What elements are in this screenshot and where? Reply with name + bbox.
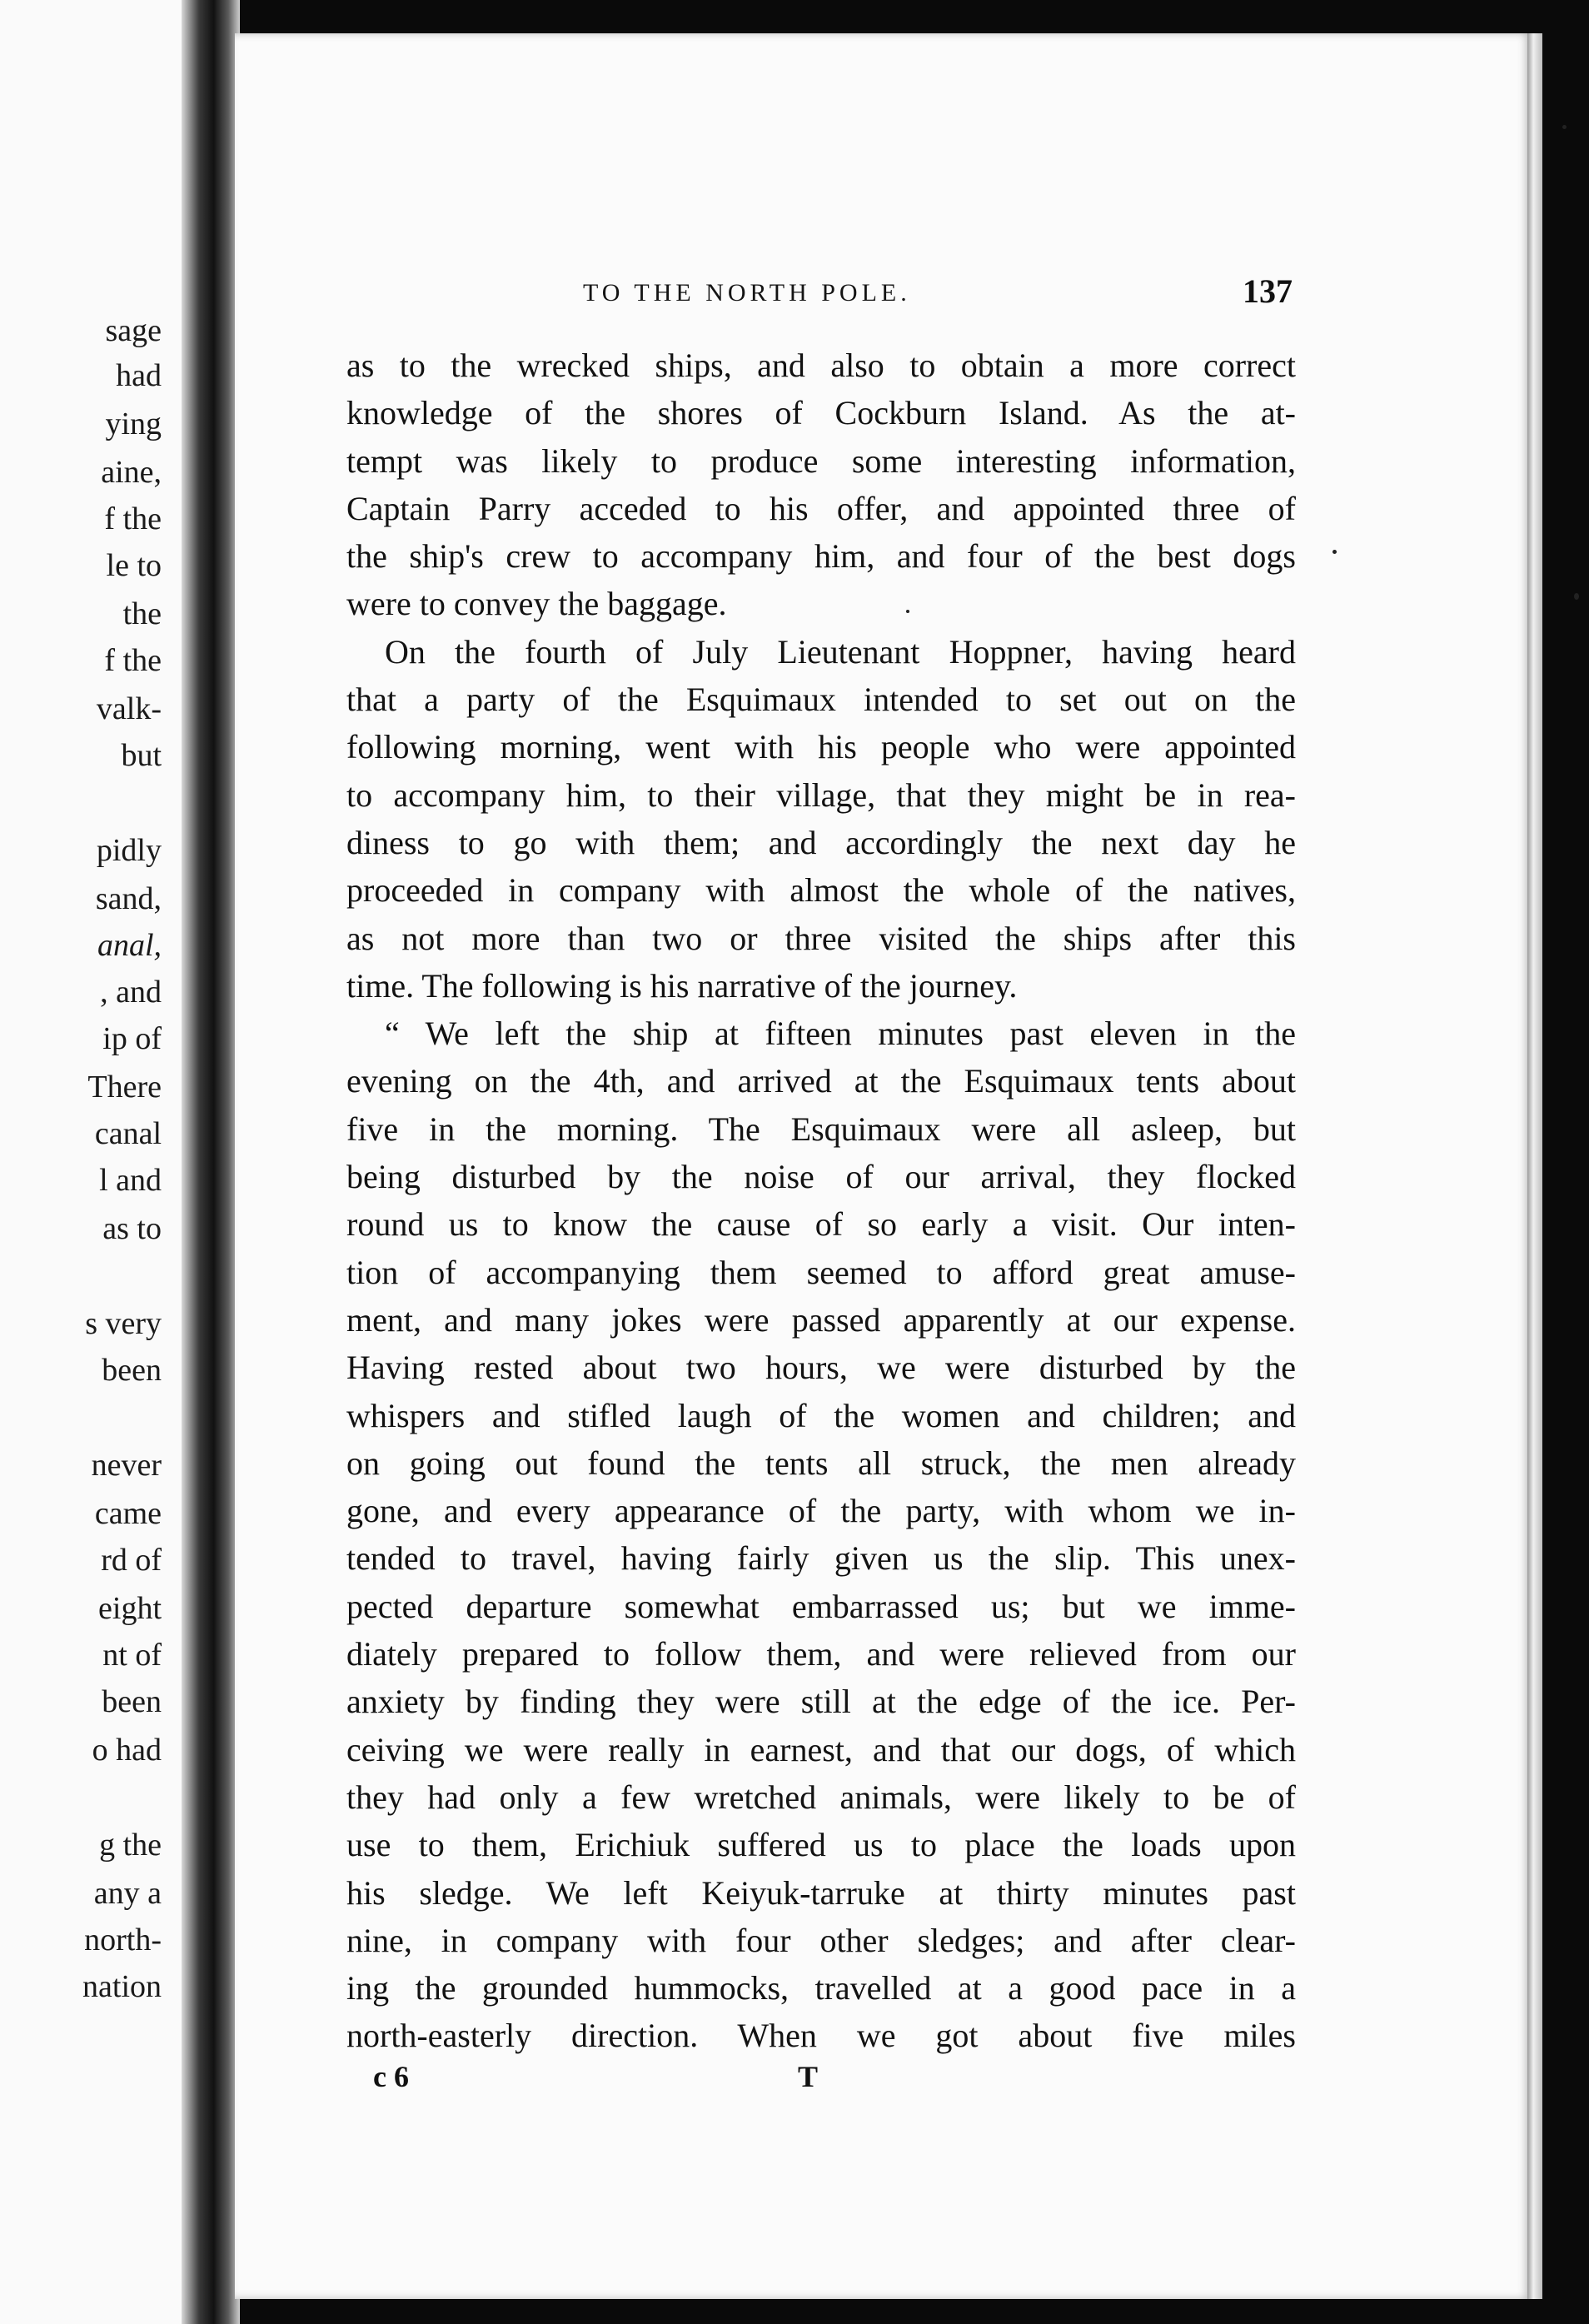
facing-page-line: as to — [102, 1211, 162, 1246]
text-line: gone, and every appearance of the party, with whom we in- — [346, 1492, 1296, 1530]
text-line: anxiety by finding they were still at the edge of the ice. Per- — [346, 1683, 1296, 1721]
facing-page-line: the — [122, 596, 162, 631]
facing-page-line: been — [102, 1353, 162, 1388]
text-line: nine, in company with four other sledges; and after clear- — [346, 1921, 1296, 1959]
facing-page-line: nt of — [102, 1638, 162, 1673]
page-number: 137 — [1243, 272, 1293, 310]
facing-page-line: o had — [92, 1733, 162, 1768]
text-line: following morning, went with his people who were appointed — [346, 728, 1296, 766]
facing-page-line: never — [91, 1448, 162, 1483]
text-line: being disturbed by the noise of our arrival, they flocked — [346, 1158, 1296, 1196]
text-line: Captain Parry acceded to his offer, and appointed three of — [346, 489, 1296, 527]
text-line: to accompany him, to their village, that they might be in rea- — [346, 775, 1296, 814]
text-line: use to them, Erichiuk suffered us to place the loads upon — [346, 1826, 1296, 1864]
facing-page-line: north- — [84, 1923, 162, 1957]
signature-mark: c 6 — [373, 2060, 409, 2093]
text-line: time. The following is his narrative of the journey. — [346, 966, 1018, 1005]
text-line: they had only a few wretched animals, were likely to be of — [346, 1778, 1296, 1816]
facing-page-fragment — [0, 0, 190, 2324]
text-line: north-easterly direction. When we got about five miles — [346, 2017, 1296, 2055]
book-gutter — [182, 0, 240, 2324]
facing-page-line: been — [102, 1684, 162, 1719]
text-line: pected departure somewhat embarrassed us; but we imme- — [346, 1587, 1296, 1625]
text-line: round us to know the cause of so early a visit. Our inten- — [346, 1205, 1296, 1244]
text-line: were to convey the baggage. — [346, 585, 727, 623]
ink-speck — [1574, 593, 1579, 600]
facing-page-line: There — [87, 1070, 162, 1105]
text-line: ceiving we were really in earnest, and that our dogs, of which — [346, 1730, 1296, 1768]
signature-letter: T — [798, 2060, 819, 2093]
text-line: diately prepared to follow them, and were relieved from our — [346, 1635, 1296, 1673]
text-line: tended to travel, having fairly given us the slip. This unex- — [346, 1539, 1296, 1578]
facing-page-line: anal, — [97, 928, 162, 963]
text-line: tion of accompanying them seemed to afford great amuse- — [346, 1253, 1296, 1291]
facing-page-line: f the — [104, 643, 162, 678]
running-head: TO THE NORTH POLE. — [583, 279, 911, 307]
facing-page-line: , and — [100, 975, 162, 1010]
text-line: proceeded in company with almost the whole of the natives, — [346, 871, 1296, 910]
facing-page-line: came — [94, 1496, 162, 1531]
facing-page-line: ying — [105, 406, 162, 441]
facing-page-line: but — [121, 738, 162, 773]
facing-page-line: had — [116, 358, 162, 393]
text-line: “ We left the ship at fifteen minutes past eleven in the — [385, 1015, 1296, 1053]
ink-speck — [1562, 125, 1567, 129]
text-line: the ship's crew to accompany him, and four of the best dogs — [346, 537, 1296, 576]
text-line: evening on the 4th, and arrived at the Esquimaux tents about — [346, 1062, 1296, 1100]
facing-page-line: canal — [94, 1116, 162, 1151]
facing-page-line: rd of — [101, 1543, 162, 1578]
text-line: diness to go with them; and accordingly the next day he — [346, 823, 1296, 861]
text-line: tempt was likely to produce some interesting information, — [346, 441, 1296, 480]
text-line: his sledge. We left Keiyuk-tarruke at thirty minutes past — [346, 1873, 1296, 1912]
body-text — [346, 342, 1296, 2060]
facing-page-line: valk- — [96, 691, 162, 726]
facing-page-line: l and — [99, 1163, 162, 1198]
facing-page-line: f the — [104, 501, 162, 536]
ink-speck — [906, 610, 909, 613]
facing-page-line: any a — [93, 1876, 162, 1911]
text-line: knowledge of the shores of Cockburn Island. As the at- — [346, 394, 1296, 432]
facing-page-line: aine, — [101, 455, 162, 490]
facing-page-line: sand, — [95, 881, 162, 916]
text-line: ing the grounded hummocks, travelled at a good pace in a — [346, 1969, 1296, 2007]
text-line: five in the morning. The Esquimaux were all asleep, but — [346, 1110, 1296, 1148]
page-edge — [1527, 33, 1542, 2299]
text-line: whispers and stifled laugh of the women and children; and — [346, 1396, 1296, 1434]
text-line: as not more than two or three visited the ships after this — [346, 919, 1296, 957]
facing-page-line: nation — [82, 1969, 162, 2004]
facing-page-line: s very — [85, 1306, 162, 1341]
ink-speck — [1332, 550, 1337, 554]
facing-page-line: eight — [98, 1591, 162, 1626]
text-line: on going out found the tents all struck, the men already — [346, 1444, 1296, 1482]
text-line: ment, and many jokes were passed apparently at our expense. — [346, 1300, 1296, 1339]
facing-page-line: sage — [105, 313, 162, 348]
facing-page-line: ip of — [102, 1021, 162, 1056]
text-line: that a party of the Esquimaux intended to set out on the — [346, 681, 1296, 719]
text-line: Having rested about two hours, we were disturbed by the — [346, 1349, 1296, 1387]
facing-page-line: pidly — [96, 833, 162, 868]
text-line: On the fourth of July Lieutenant Hoppner, having heard — [385, 632, 1296, 671]
facing-page-line: g the — [99, 1828, 162, 1863]
text-line: as to the wrecked ships, and also to obtain a more correct — [346, 347, 1296, 384]
facing-page-line: le to — [106, 548, 162, 583]
